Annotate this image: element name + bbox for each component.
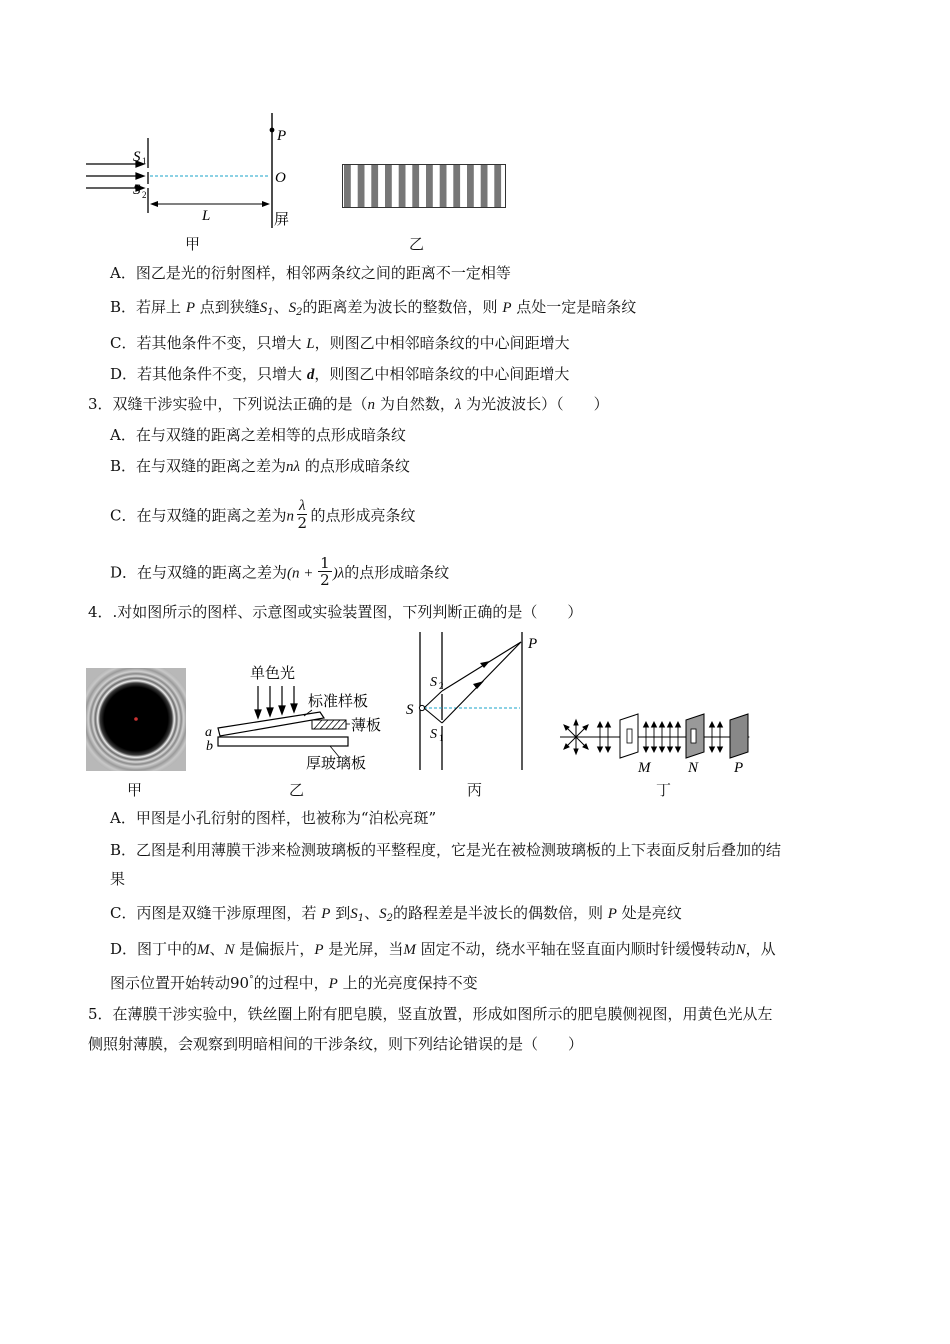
- double-slit-principle-diagram: [400, 632, 550, 772]
- q4-option-d-line2: 图示位置开始转动90°的过程中，P 上的光亮度保持不变: [110, 974, 478, 992]
- svg-text:1: 1: [142, 156, 147, 166]
- q3-option-d: D．在与双缝的距离之差为(n + $\frac{1}{2}$ )λ的点形成暗条纹: [110, 554, 450, 589]
- q3-option-b: B．在与双缝的距离之差为nλ 的点形成暗条纹: [110, 457, 410, 475]
- poisson-spot-image: [86, 668, 186, 771]
- q4-option-d-line1: D．图丁中的M、N 是偏振片，P 是光屏，当M 固定不动，绕水平轴在竖直面内顺时针缓慢转动N，从: [110, 940, 776, 958]
- svg-text:N: N: [688, 760, 699, 776]
- q3-option-a: A．在与双缝的距离之差相等的点形成暗条纹: [110, 426, 406, 444]
- svg-text:单色光: 单色光: [250, 666, 296, 682]
- caption-yi-top: 乙: [409, 235, 425, 253]
- label-p: P: [277, 128, 287, 144]
- fringe-stripe: [494, 165, 501, 207]
- label-l: L: [202, 208, 211, 224]
- polarizer-setup-diagram: [558, 708, 758, 778]
- caption-jia-top: 甲: [185, 235, 201, 253]
- label-s2: S: [133, 182, 141, 198]
- q4-option-c: C．丙图是双缝干涉原理图，若 P 到$S_1$、$S_2$的路程差是半波长的偶数倍，则 P 处是亮纹: [110, 904, 682, 924]
- svg-text:a: a: [205, 725, 212, 740]
- q5-stem-line2: 侧照射薄膜，会观察到明暗相间的干涉条纹，则下列结论错误的是（ ）: [88, 1035, 584, 1053]
- svg-text:厚玻璃板: 厚玻璃板: [306, 756, 367, 772]
- svg-text:2: 2: [439, 681, 444, 691]
- svg-text:P: P: [734, 760, 744, 776]
- svg-text:S: S: [430, 727, 437, 742]
- svg-text:标准样板: 标准样板: [308, 694, 369, 710]
- fringe-stripe: [453, 165, 460, 207]
- fringe-pattern: [342, 164, 506, 208]
- q2-option-b: B．若屏上 P 点到狭缝$S_1$、$S_2$的距离差为波长的整数倍，则 P 点处一定是暗条纹: [110, 298, 637, 318]
- svg-text:2: 2: [142, 190, 147, 200]
- q5-stem-line1: 5．在薄膜干涉实验中，铁丝圈上附有肥皂膜，竖直放置，形成如图所示的肥皂膜侧视图，用黄色光从左: [88, 1005, 773, 1023]
- fringe-stripe: [371, 165, 378, 207]
- label-screen: 屏: [274, 212, 290, 228]
- caption-q4-jia: 甲: [127, 781, 143, 799]
- q4-option-b-line1: B．乙图是利用薄膜干涉来检测玻璃板的平整程度，它是光在被检测玻璃板的上下表面反射后叠加的结: [110, 841, 782, 859]
- double-slit-diagram: [80, 108, 310, 233]
- fringe-stripe: [399, 165, 406, 207]
- caption-q4-bing: 丙: [467, 781, 483, 799]
- thin-film-wedge-diagram: [200, 660, 390, 775]
- q4-option-a: A．甲图是小孔衍射的图样，也被称为“泊松亮斑”: [110, 809, 437, 827]
- svg-text:S: S: [430, 675, 437, 690]
- fringe-stripe: [385, 165, 392, 207]
- fringe-stripe: [358, 165, 365, 207]
- caption-q4-yi: 乙: [289, 781, 305, 799]
- fringe-stripe: [481, 165, 488, 207]
- caption-q4-ding: 丁: [656, 781, 672, 799]
- fringe-stripe: [426, 165, 433, 207]
- q2-option-c: C．若其他条件不变，只增大 L，则图乙中相邻暗条纹的中心间距增大: [110, 334, 570, 352]
- fringe-stripe: [412, 165, 419, 207]
- svg-text:P: P: [528, 636, 538, 652]
- fringe-stripe: [344, 165, 351, 207]
- q3-option-c: C．在与双缝的距离之差为n $\frac{\lambda}{2}$ 的点形成亮条纹: [110, 498, 416, 532]
- svg-text:S: S: [406, 702, 414, 718]
- svg-text:b: b: [206, 739, 213, 754]
- svg-text:薄板: 薄板: [351, 718, 382, 734]
- svg-text:1: 1: [439, 733, 444, 743]
- svg-text:M: M: [638, 760, 651, 776]
- label-s1: S: [133, 149, 141, 165]
- q3-stem: 3．双缝干涉实验中，下列说法正确的是（n 为自然数，λ 为光波波长）（ ）: [88, 395, 609, 413]
- q4-stem: 4．.对如图所示的图样、示意图或实验装置图，下列判断正确的是（ ）: [88, 603, 583, 621]
- q4-option-b-line2: 果: [110, 870, 126, 888]
- fringe-stripe: [440, 165, 447, 207]
- fringe-stripe: [467, 165, 474, 207]
- q2-option-a: A．图乙是光的衍射图样，相邻两条纹之间的距离不一定相等: [110, 264, 511, 282]
- q2-option-d: D．若其他条件不变，只增大 d，则图乙中相邻暗条纹的中心间距增大: [110, 365, 570, 383]
- label-o: O: [275, 170, 286, 186]
